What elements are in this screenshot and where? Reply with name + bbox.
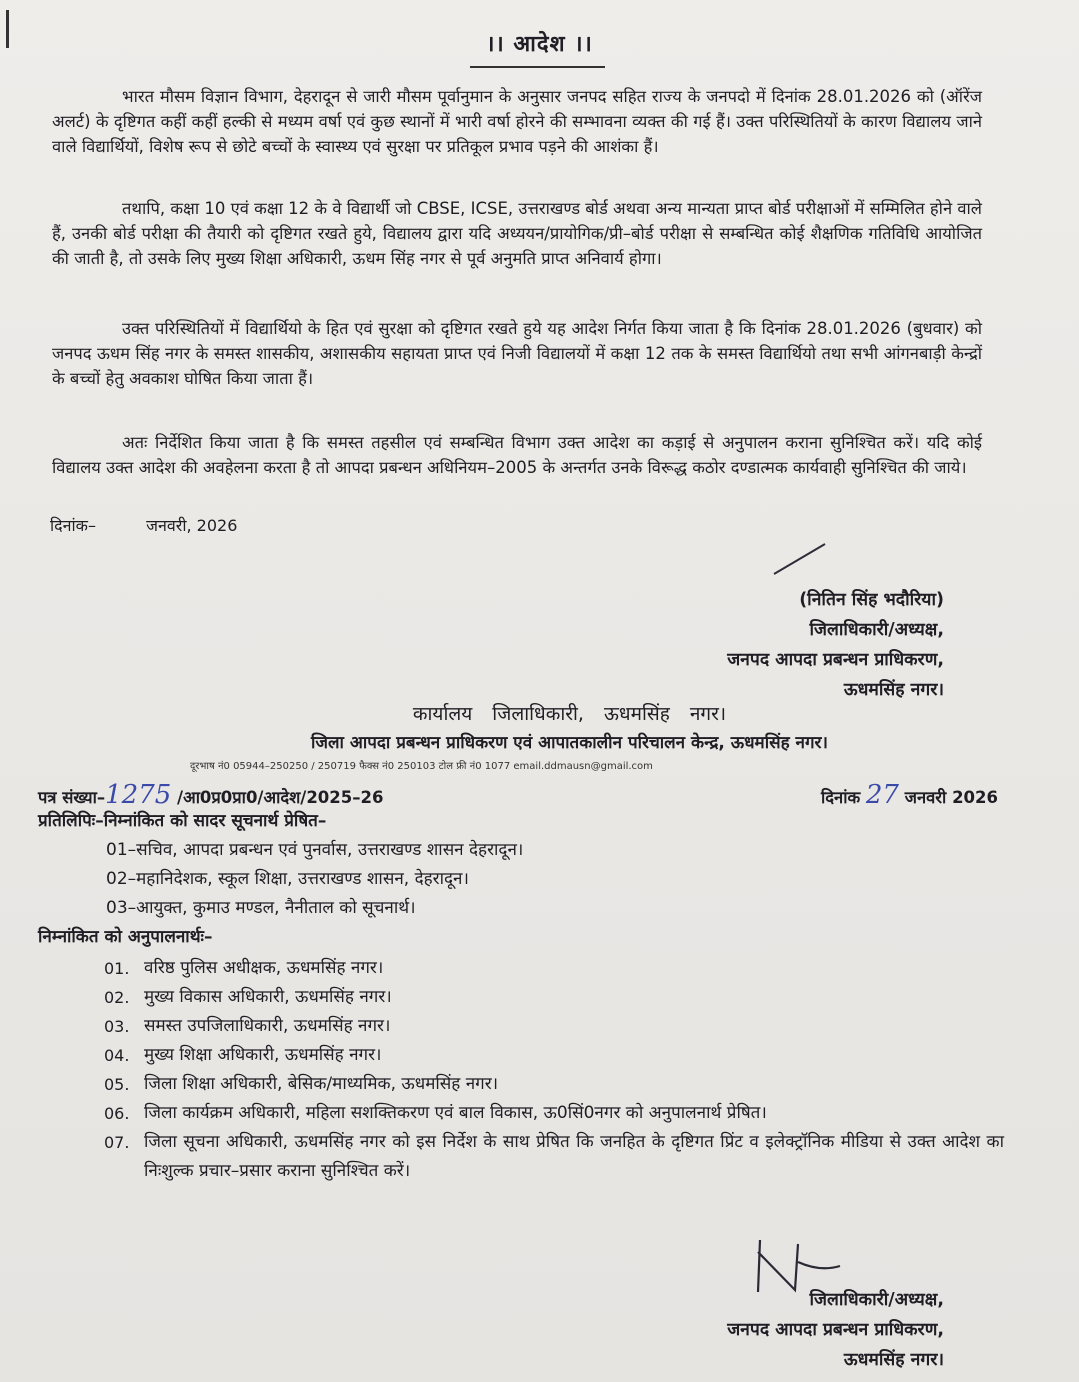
final-signatory-block [727,1285,944,1375]
final-designation: जिलाधिकारी/अध्यक्ष, [809,1290,944,1310]
office-subtitle: जिला आपदा प्रबन्धन प्राधिकरण एवं आपातकालीन परिचालन केन्द्र, ऊधमसिंह नगर। [311,733,828,753]
item-text: मुख्य शिक्षा अधिकारी, ऊधमसिंह नगर। [144,1045,382,1065]
item-number: 06. [104,1104,130,1123]
item-text: वरिष्ठ पुलिस अधीक्षक, ऊधमसिंह नगर। [144,958,384,978]
paragraph-holiday-declaration: उक्त परिस्थितियों में विद्यार्थियो के हित एवं सुरक्षा को दृष्टिगत रखते हुये यह आदेश निर्गत किया जाता है कि दिनांक 28.01.2026 (बुधवार) को जनपद ऊधम सिंह नगर के समस्त शासकीय, अशासकीय सहायता प्राप्त एवं निजी विद्यालयों में कक्षा 12 तक के समस्त विद्यार्थियो तथा सभी आंगनबाड़ी केन्द्रों के बच्चों हेतु अवकाश घोषित किया जाता हैं। [52,319,982,388]
item-number: 01. [104,959,130,978]
date-value: जनवरी, 2026 [146,516,238,535]
final-authority: जनपद आपदा प्रबन्धन प्राधिकरण, [727,1320,944,1340]
item-number: 04. [104,1046,130,1065]
list-item [104,1012,1004,1041]
signatory-place: ऊधमसिंह नगर। [843,680,944,700]
title-underline [470,66,605,68]
reference-prefix: पत्र संख्या– [38,788,106,807]
reference-date-label: दिनांक [821,788,861,807]
item-text: जिला सूचना अधिकारी, ऊधमसिंह नगर को इस निर्देश के साथ प्रेषित कि जनहित के दृष्टिगत प्रिंट व इलेक्ट्रॉनिक मीडिया से उक्त आदेश का निःशुल्क प्रचार–प्रसार कराना सुनिश्चित करें। [144,1132,1004,1181]
item-number: 02. [104,988,130,1007]
signatory-block [727,585,944,705]
compliance-list [104,954,1004,1186]
signatory-name: (नितिन सिंह भदौरिया) [799,590,944,610]
office-contact: दूरभाष नं0 05944–250250 / 250719 फैक्स नं0 250103 टोल फ्री नं0 1077 email.ddmausn@gmail.com [190,761,653,772]
list-item: 01–सचिव, आपदा प्रबन्धन एवं पुनर्वास, उत्तराखण्ड शासन देहरादून। [106,840,524,860]
item-text: मुख्य विकास अधिकारी, ऊधमसिंह नगर। [144,987,392,1007]
reference-date [821,780,998,810]
copy-to-list [106,836,523,923]
paragraph-board-exam-exception: तथापि, कक्षा 10 एवं कक्षा 12 के वे विद्यार्थी जो CBSE, ICSE, उत्तराखण्ड बोर्ड अथवा अन्य मान्यता प्राप्त बोर्ड परीक्षाओं में सम्मिलित होने वाले हैं, उनकी बोर्ड परीक्षा की तैयारी को दृष्टिगत रखते हुये, विद्यालय द्वारा यदि अध्ययन/प्रायोगिक/प्री–बोर्ड परीक्षा से सम्बन्धित कोई शैक्षणिक गतिविधि आयोजित की जाती है, तो उसके लिए मुख्य शिक्षा अधिकारी, ऊधम सिंह नगर से पूर्व अनुमति प्राप्त अनिवार्य होगा। [52,199,982,268]
list-item: 03–आयुक्त, कुमाउ मण्डल, नैनीताल को सूचनार्थ। [106,898,416,918]
list-item [104,1041,1004,1070]
reference-suffix: /आ0प्र0प्रा0/आदेश/2025–26 [177,788,384,807]
list-item [104,1070,1004,1099]
signatory-authority: जनपद आपदा प्रबन्धन प्राधिकरण, [727,650,944,670]
final-place: ऊधमसिंह नगर। [843,1350,944,1370]
reference-number: 1275 [105,780,172,810]
office-name: कार्यालय जिलाधिकारी, ऊधमसिंह नगर। [412,703,727,725]
item-text: समस्त उपजिलाधिकारी, ऊधमसिंह नगर। [144,1016,391,1036]
reference-line [38,780,998,810]
list-item [104,1099,1004,1128]
item-number: 07. [104,1133,130,1152]
item-number: 03. [104,1017,130,1036]
list-item [104,983,1004,1012]
item-text: जिला शिक्षा अधिकारी, बेसिक/माध्यमिक, ऊधमसिंह नगर। [144,1074,499,1094]
paragraph-compliance-directive: अतः निर्देशित किया जाता है कि समस्त तहसील एवं सम्बन्धित विभाग उक्त आदेश का कड़ाई से अनुपालन कराना सुनिश्चित करें। यदि कोई विद्यालय उक्त आदेश की अवहेलना करता है तो आपदा प्रबन्धन अधिनियम–2005 के अन्तर्गत उनके विरूद्ध कठोर दण्डात्मक कार्यवाही सुनिश्चित की जाये। [52,433,982,477]
signatory-designation: जिलाधिकारी/अध्यक्ष, [809,620,944,640]
order-title: ।। आदेश ।। [486,32,593,57]
order-date-line [50,514,237,536]
date-label: दिनांक– [50,516,96,535]
reference-date-day: 27 [865,780,899,810]
reference-date-rest: जनवरी 2026 [904,788,998,807]
paragraph-weather-forecast: भारत मौसम विज्ञान विभाग, देहरादून से जारी मौसम पूर्वानुमान के अनुसार जनपद सहित राज्य के जनपदो में दिनांक 28.01.2026 को (ऑरेंज अलर्ट) के दृष्टिगत कहीं कहीं हल्की से मध्यम वर्षा एवं कुछ स्थानों में भारी वर्षा होरने की सम्भावना व्यक्त की गई हैं। उक्त परिस्थितियों के कारण विद्यालय जाने वाले विद्यार्थियों, विशेष रूप से छोटे बच्चों के स्वास्थ्य एवं सुरक्षा पर प्रतिकूल प्रभाव पड़ने की आशंका हैं। [52,87,982,156]
list-item [104,1128,1004,1186]
signature-stroke-icon [770,540,830,580]
item-text: जिला कार्यक्रम अधिकारी, महिला सशक्तिकरण एवं बाल विकास, ऊ0सिं0नगर को अनुपालनार्थ प्रेषित। [144,1103,767,1123]
compliance-heading: निम्नांकित को अनुपालनार्थः– [38,927,213,947]
list-item [104,954,1004,983]
copy-to-heading: प्रतिलिपिः–निम्नांकित को सादर सूचनार्थ प्रेषित– [38,811,327,831]
list-item: 02–महानिदेशक, स्कूल शिक्षा, उत्तराखण्ड शासन, देहरादून। [106,869,469,889]
item-number: 05. [104,1075,130,1094]
